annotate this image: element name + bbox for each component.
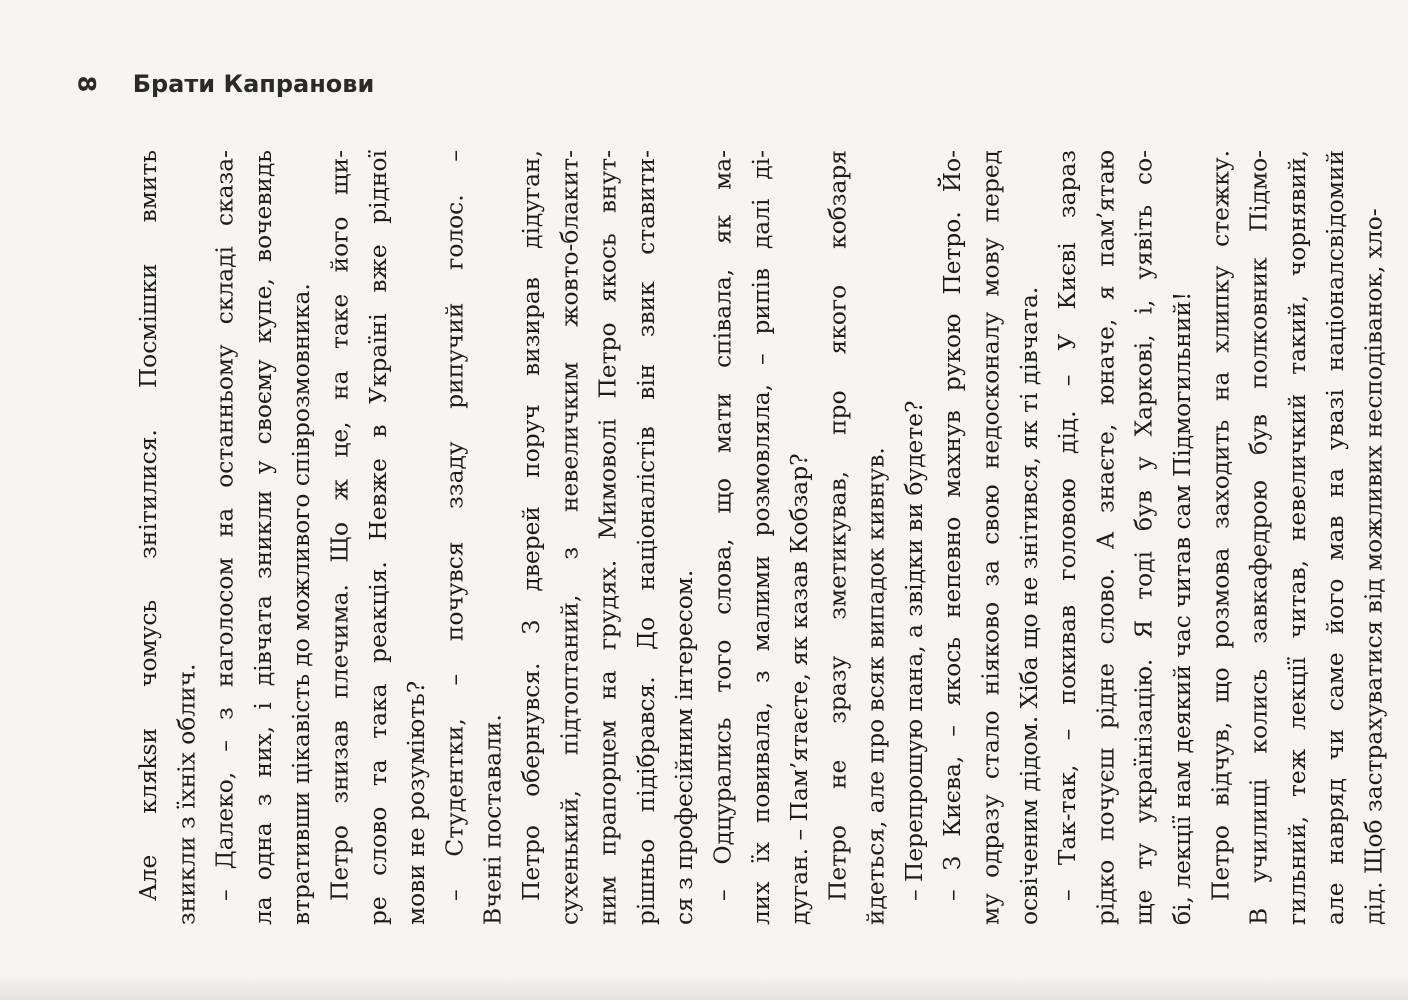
text-line: Петро обернувся. З дверей поруч визирав дідуган, [517, 150, 545, 901]
paragraph [1049, 150, 1202, 925]
text-line: му одразу стало ніяково за свою недосконалу мову перед [977, 150, 1005, 925]
text-line: втративши цікавість до можливого співрозмовника. [288, 283, 316, 925]
running-head [72, 70, 375, 98]
text-line: гильний, теж лекції читав, невеличкий такий, чорнявий, [1283, 150, 1311, 925]
text-line: лих їх повивала, з малими розмовляла, – рипів далі ді- [747, 150, 775, 925]
text-line: Вчені поставали. [479, 714, 507, 925]
paragraph [513, 150, 704, 925]
text-line: – Одцурались того слова, що мати співала, як ма- [709, 150, 737, 901]
page-edge [0, 975, 1408, 1000]
text-line: – Далеко, – з наголосом на останньому складі сказа- [211, 150, 239, 901]
page-number: 8 [72, 75, 101, 93]
text-line: – Перепрошую пана, а звідки ви будете? [900, 400, 928, 901]
text-line: дуган. – Пам’ятаєте, як казав Кобзар? [786, 453, 814, 925]
text-line: сухенький, підтоптаний, з невеличким жовто-блакит- [556, 150, 584, 925]
text-line: ся з професійним інтересом. [671, 569, 699, 925]
text-line: зникли з їхніх облич. [173, 663, 201, 925]
author-name: Брати Капранови [132, 70, 375, 98]
paragraph [819, 150, 896, 925]
paragraph [207, 150, 322, 925]
text-line: ла одна з них, і дівчата зникли у своєму купе, вочевидь [249, 150, 277, 925]
text-line: Але кляksи чомусь знітилися. Посмішки вмить [135, 150, 162, 901]
text-line: освіченим дідом. Хіба що не знітився, як ті дівчата. [1015, 286, 1043, 925]
text-line: Петро знизав плечима. Що ж це, на таке його щи- [326, 150, 354, 901]
text-line: – Студентки, – почувся ззаду рипучий голос. – [441, 150, 469, 901]
text-line: мови не розуміють? [403, 680, 431, 925]
text-line: – З Києва, – якось непевно махнув рукою Петро. Йо- [939, 150, 967, 901]
text-line: ним прапорцем на грудях. Мимоволі Петро якось внут- [594, 150, 622, 925]
paragraph [896, 150, 934, 925]
paragraph [934, 150, 1049, 925]
paragraph [1202, 150, 1393, 925]
text-line: рідко почуєш рідне слово. А знаєте, юначе, я пам’ятаю [1092, 150, 1120, 925]
text-line: рішньо підібрався. До націоналістів він звик ставити- [632, 150, 660, 925]
text-line: – Так-так, – покивав головою дід. – У Києві зараз [1054, 150, 1082, 901]
text-line: дід. Щоб застрахуватися від можливих несподіванок, хло- [1360, 208, 1388, 925]
text-line: ре слово та така реакція. Невже в Україні вже рідної [364, 150, 392, 925]
text-line: ще ту українізацію. Я тоді був у Харкові, і, уявіть со- [1130, 150, 1158, 925]
body-text [130, 150, 1388, 925]
paragraph [130, 150, 207, 925]
paragraph [321, 150, 436, 925]
text-line: В училищі колись завкафедрою був полковник Підмо- [1245, 150, 1273, 925]
paragraph [704, 150, 819, 925]
text-line: Петро не зразу зметикував, про якого кобзаря [824, 150, 852, 901]
text-line: Петро відчув, що розмова заходить на хлипку стежку. [1207, 150, 1235, 901]
paragraph [436, 150, 513, 925]
text-line: бі, лекції нам деякий час читав сам Підмогильний! [1169, 291, 1197, 925]
text-line: йдеться, але про всяк випадок кивнув. [862, 447, 890, 925]
text-line: але навряд чи саме його мав на увазі націоналсвідомий [1322, 150, 1350, 925]
